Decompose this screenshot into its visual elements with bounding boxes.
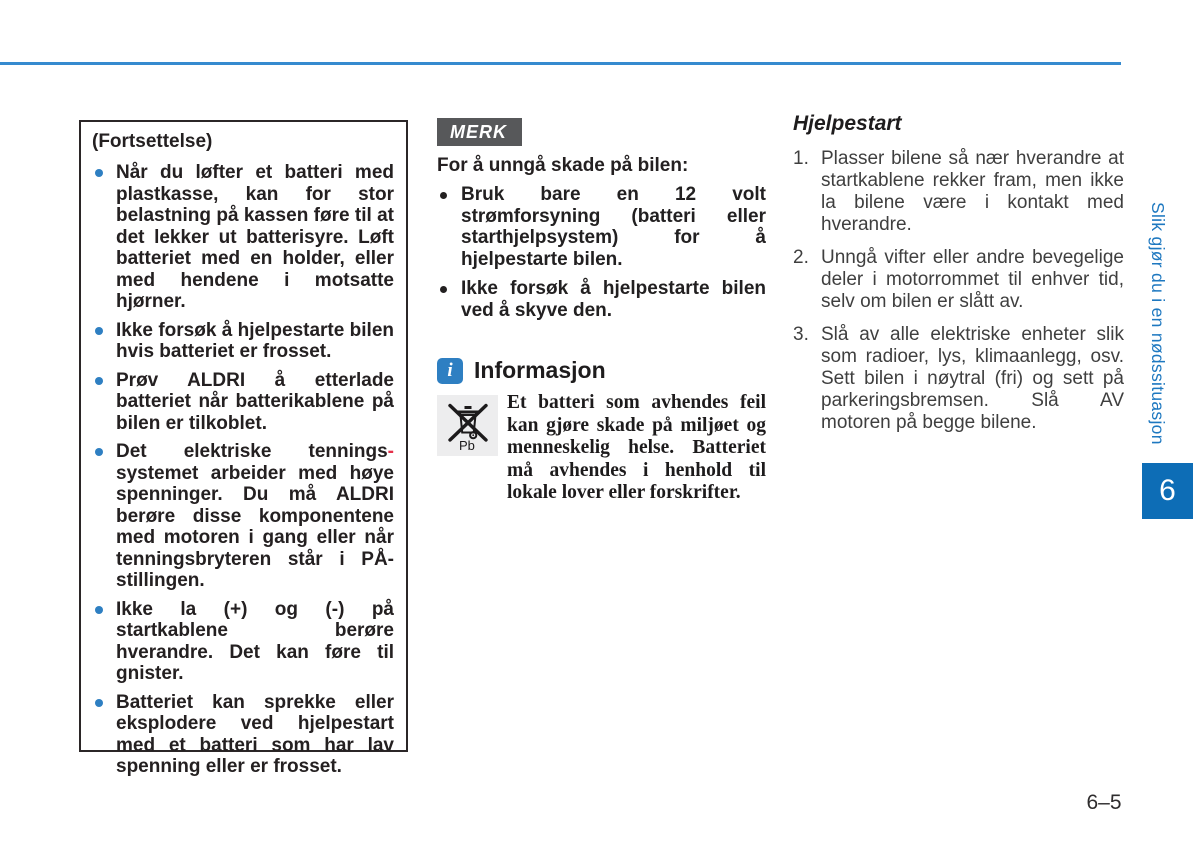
bullet-icon [95, 699, 103, 707]
warning-list [92, 162, 394, 778]
warning-box-title: (Fortsettelse) [92, 131, 213, 152]
notice-intro: For å unngå skade på bilen: [437, 155, 689, 176]
jumpstart-title: Hjelpestart [793, 112, 902, 135]
notice-item-text: Bruk bare en 12 volt strømforsyning (batteri eller starthjelpsystem) for å hjelpestarte bilen. [461, 184, 766, 270]
notice-item-text: Ikke forsøk å hjelpestarte bilen ved å skyve den. [461, 278, 766, 321]
header-rule [0, 62, 1121, 65]
bullet-icon [95, 606, 103, 614]
warning-item-text: Når du løfter et batteri med plastkasse, kan for stor belastning på kassen føre til at det lekker ut batterisyre. Løft batteriet med en holder, eller med hendene i motsatte hjørner. [116, 162, 394, 312]
page-number: 6–5 [1086, 791, 1122, 814]
warning-item [92, 370, 394, 435]
chapter-sidebar-label: Slik gjør du i en nødssituasjon [1148, 202, 1168, 445]
warning-item [92, 441, 394, 592]
step-number: 3. [793, 324, 809, 345]
step-text: Slå av alle elektriske enheter slik som radioer, lys, klimaanlegg, osv. Sett bilen i nøytral (fri) og sett på parkeringsbremsen. Slå AV motoren på begge bilene. [821, 324, 1124, 433]
warning-item-text: Prøv ALDRI å etterlade batteriet når batterikablene på bilen er tilkoblet. [116, 369, 394, 434]
jumpstart-steps [793, 148, 1124, 434]
warning-item [92, 599, 394, 685]
jumpstart-step [793, 247, 1124, 313]
jumpstart-step [793, 148, 1124, 236]
bullet-icon [95, 327, 103, 335]
jumpstart-step [793, 324, 1124, 434]
notice-column [437, 118, 766, 505]
warning-item [92, 692, 394, 778]
bullet-icon [95, 377, 103, 385]
step-text: Unngå vifter eller andre bevegelige deler i motorrommet til enhver tid, selv om bilen er slått av. [821, 247, 1124, 312]
warning-item-text: Batteriet kan sprekke eller eksplodere ved hjelpestart med et batteri som har lav spenning eller er frosset. [116, 691, 394, 777]
notice-item [437, 184, 766, 270]
chapter-number: 6 [1159, 474, 1176, 507]
step-text: Plasser bilene så nær hverandre at startkablene rekker fram, men ikke la bilene være i kontakt med hverandre. [821, 148, 1124, 235]
notice-list [437, 184, 766, 321]
warning-item-text: Ikke forsøk å hjelpestarte bilen hvis batteriet er frosset. [116, 319, 394, 362]
information-title: Informasjon [474, 357, 606, 383]
notice-item [437, 278, 766, 321]
warning-item-text [116, 441, 394, 592]
information-body [437, 392, 766, 505]
warning-continuation-box [79, 120, 408, 777]
red-hyphen: - [387, 441, 394, 462]
step-number: 2. [793, 247, 809, 268]
chapter-number-tab [1142, 463, 1193, 519]
jumpstart-column [793, 112, 1124, 445]
bullet-icon [95, 169, 103, 177]
step-number: 1. [793, 148, 809, 169]
bullet-icon [440, 286, 447, 293]
info-icon-glyph: i [447, 360, 453, 381]
information-section [437, 357, 766, 505]
merk-badge [437, 118, 522, 146]
warning-item-text-part: systemet arbeider med høye spenninger. Du må ALDRI berøre disse komponentene med motoren i gang eller når tenningsbryteren står i PÅ-stillingen. [116, 462, 394, 591]
battery-icon-label: Pb [459, 438, 475, 453]
merk-badge-label: MERK [450, 122, 507, 142]
bullet-icon [95, 448, 103, 456]
information-header [437, 357, 766, 384]
warning-item [92, 320, 394, 363]
bullet-icon [440, 192, 447, 199]
battery-recycle-bin-icon [437, 395, 498, 456]
warning-item-text: Ikke la (+) og (-) på startkablene berøre hverandre. Det kan føre til gnister. [116, 598, 394, 684]
warning-item [92, 162, 394, 313]
information-text: Et batteri som avhendes feil kan gjøre skade på miljøet og menneskelig helse. Batteriet må avhendes i henhold til lokale lover eller forskrifter. [507, 392, 766, 503]
warning-item-text-part: Det elektriske tennings [116, 441, 388, 462]
info-icon [437, 358, 463, 384]
